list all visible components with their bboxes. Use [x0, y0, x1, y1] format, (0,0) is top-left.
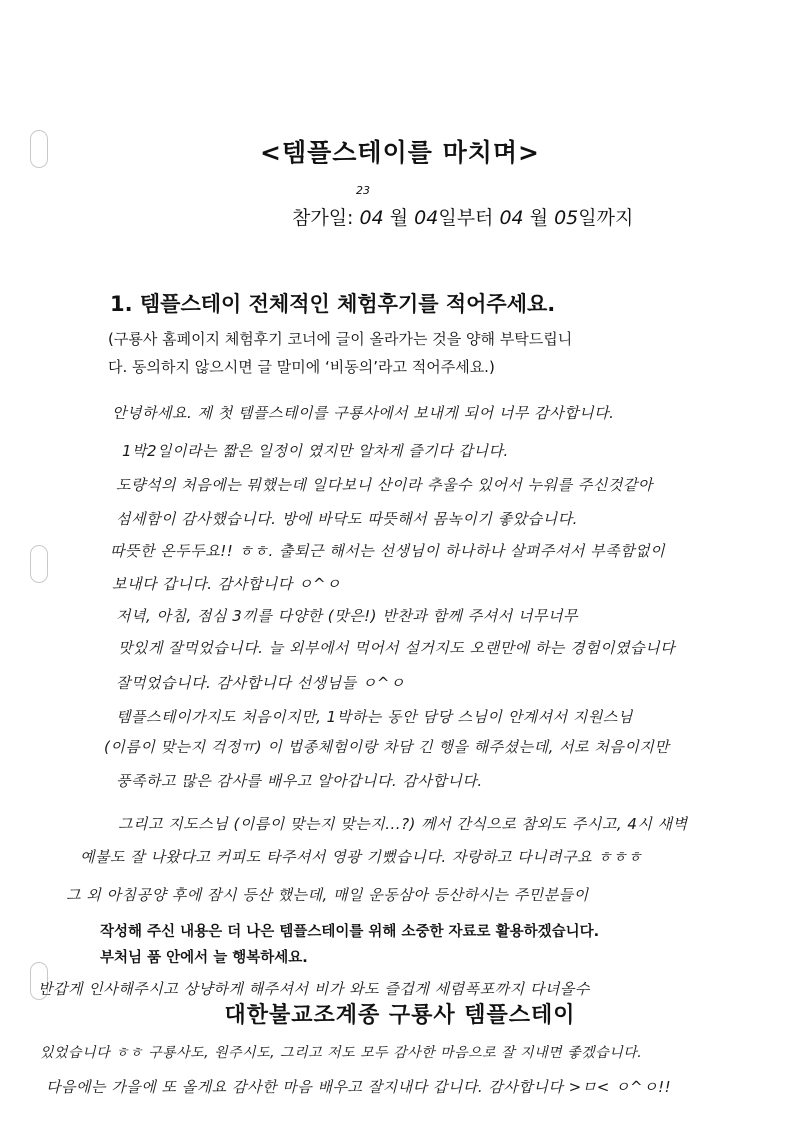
year-note: 23 [356, 184, 370, 197]
start-month: 04 [359, 207, 384, 229]
answer-line: 그 외 아침공양 후에 잠시 등산 했는데, 매일 운동삼아 등산하시는 주민분들이 [66, 886, 589, 904]
until-word: 일까지 [578, 207, 634, 229]
organization-name: 대한불교조계종 구룡사 템플스테이 [224, 1003, 576, 1028]
answer-line: 보내다 갑니다. 감사합니다 ㅇ^ㅇ [112, 575, 342, 593]
month-word-1: 월 [389, 207, 409, 229]
answer-line: 풍족하고 많은 감사를 배우고 알아갑니다. 감사합니다. [116, 772, 483, 790]
answer-line: (이름이 맞는지 걱정ㅠ) 이 법종체험이랑 차담 긴 행을 해주셨는데, 서로 처음이지만 [104, 738, 670, 756]
answer-line: 안녕하세요. 제 첫 템플스테이를 구룡사에서 보내게 되어 너무 감사합니다. [112, 404, 615, 422]
answer-line: 잘먹었습니다. 감사합니다 선생님들 ㅇ^ㅇ [116, 674, 405, 692]
answer-line: 예불도 잘 나왔다고 커피도 타주셔서 영광 기뻤습니다. 자랑하고 다니려구요 ㅎㅎㅎ [80, 848, 643, 866]
answer-line: 섬세함이 감사했습니다. 방에 바닥도 따뜻해서 몸녹이기 좋았습니다. [116, 510, 578, 528]
month-word-2: 월 [529, 207, 549, 229]
answer-line: 따뜻한 온두두요!! ㅎㅎ. 출퇴근 해서는 선생님이 하나하나 살펴주셔서 부족함없이 [110, 542, 666, 560]
end-day: 05 [554, 207, 579, 229]
answer-line: 1박2일이라는 짧은 일정이 였지만 알차게 즐기다 갑니다. [122, 442, 509, 460]
answer-line: 다음에는 가을에 또 올게요 감사한 마음 배우고 잘지내다 갑니다. 감사합니다 >ㅁ< ㅇ^ㅇ!! [46, 1078, 672, 1096]
answer-line: 도량석의 처음에는 뭐했는데 일다보니 산이라 추울수 있어서 누워를 주신것같아 [116, 476, 653, 494]
question-note-line-1: (구룡사 홈페이지 체험후기 코너에 글이 올라가는 것을 양해 부탁드립니 [108, 330, 573, 348]
answer-line: 반갑게 인사해주시고 상냥하게 해주셔서 비가 와도 즐겁게 세렴폭포까지 다녀올수 [38, 980, 590, 998]
answer-line: 있었습니다 ㅎㅎ 구룡사도, 원주시도, 그리고 저도 모두 감사한 마음으로 잘 지내면 좋겠습니다. [40, 1045, 643, 1061]
start-day: 04 [414, 207, 439, 229]
answer-line: 그리고 지도스님 (이름이 맞는지 맞는지...?) 께서 간식으로 참외도 주시고, 4시 새벽 [118, 815, 688, 833]
dates-label: 참가일: [292, 207, 354, 229]
footer-blessing: 부처님 품 안에서 늘 행복하세요. [100, 950, 308, 966]
from-word: 일부터 [438, 207, 494, 229]
punch-hole-middle [30, 545, 48, 583]
end-month: 04 [499, 207, 524, 229]
answer-line: 맛있게 잘먹었습니다. 늘 외부에서 먹어서 설거지도 오랜만에 하는 경험이였습니다 [118, 639, 676, 657]
footer-thanks: 작성해 주신 내용은 더 나은 템플스테이를 위해 소중한 자료로 활용하겠습니다. [100, 924, 600, 940]
answer-line: 템플스테이가지도 처음이지만, 1박하는 동안 담당 스님이 안계셔서 지원스님 [116, 708, 633, 726]
question-heading: 1. 템플스테이 전체적인 체험후기를 적어주세요. [110, 292, 556, 316]
document-title: <템플스테이를 마치며> [260, 138, 540, 167]
answer-line: 저녁, 아침, 점심 3끼를 다양한 (맛은!) 반찬과 함께 주셔서 너무너무 [116, 607, 578, 625]
participation-dates [292, 203, 633, 230]
question-note-line-2: 다. 동의하지 않으시면 글 말미에 ‘비동의’라고 적어주세요.) [108, 358, 495, 376]
